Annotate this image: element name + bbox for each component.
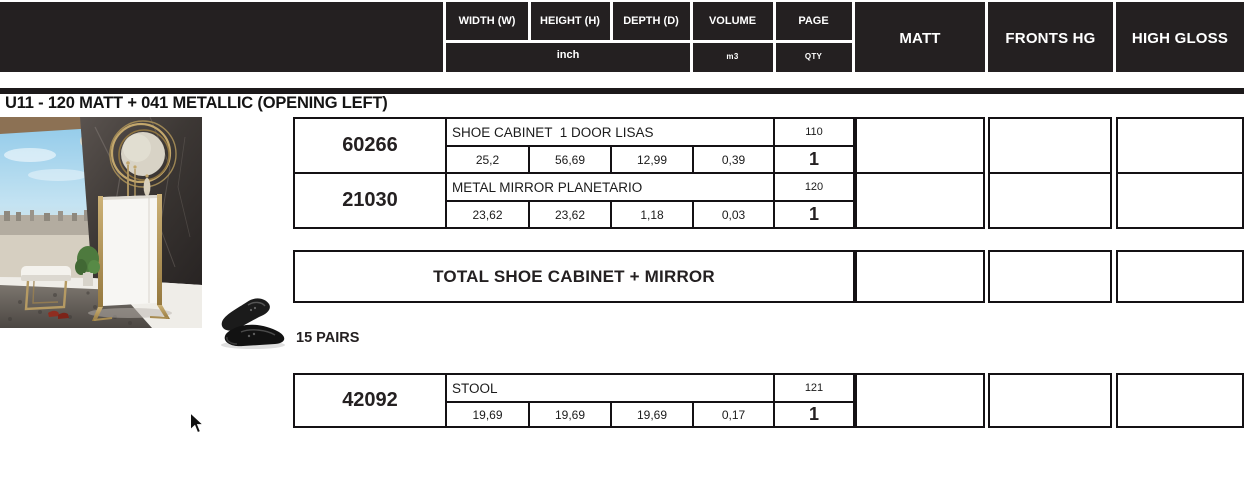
product-depth: 19,69 (612, 403, 692, 426)
fronts-hg-entry-cell[interactable] (988, 117, 1112, 174)
product-volume: 0,39 (694, 147, 773, 172)
high-gloss-entry-cell[interactable] (1116, 373, 1244, 428)
product-qty: 1 (775, 147, 853, 172)
product-width: 25,2 (447, 147, 528, 172)
product-row-42092 (293, 373, 855, 428)
product-page: 121 (775, 375, 853, 401)
col-header-volume: VOLUME (708, 15, 757, 27)
product-height: 19,69 (530, 403, 610, 426)
fronts-hg-total-cell[interactable] (988, 250, 1112, 303)
capacity-note: 15 PAIRS (296, 330, 360, 346)
product-name: SHOE CABINET 1 DOOR LISAS (447, 119, 773, 145)
product-row-60266 (293, 117, 855, 174)
product-height: 23,62 (530, 202, 610, 227)
high-gloss-entry-cell[interactable] (1116, 117, 1244, 174)
product-page: 120 (775, 174, 853, 200)
product-name: METAL MIRROR PLANETARIO (447, 174, 773, 200)
product-row-21030 (293, 172, 855, 229)
dress-shoes-icon (213, 296, 293, 350)
matt-entry-cell[interactable] (855, 373, 985, 428)
product-code: 60266 (295, 119, 445, 172)
matt-entry-cell[interactable] (855, 117, 985, 174)
product-code: 42092 (295, 375, 445, 426)
product-depth: 12,99 (612, 147, 692, 172)
col-header-page: PAGE (798, 15, 829, 27)
header-separator (773, 2, 776, 72)
col-header-width: WIDTH (W) (458, 15, 516, 27)
total-row (293, 250, 855, 303)
col-header-depth: DEPTH (D) (623, 15, 679, 27)
col-header-matt: MATT (899, 30, 941, 47)
matt-total-cell[interactable] (855, 250, 985, 303)
product-volume: 0,03 (694, 202, 773, 227)
total-label: TOTAL SHOE CABINET + MIRROR (433, 266, 715, 286)
product-code: 21030 (295, 174, 445, 227)
high-gloss-total-cell[interactable] (1116, 250, 1244, 303)
high-gloss-entry-cell[interactable] (1116, 172, 1244, 229)
product-photo (0, 117, 202, 328)
unit-label-inch: inch (556, 49, 580, 61)
product-depth: 1,18 (612, 202, 692, 227)
product-name: STOOL (447, 375, 773, 401)
unit-label-qty: QTY (804, 52, 823, 61)
header-separator (443, 40, 855, 43)
section-title: U11 - 120 MATT + 041 METALLIC (OPENING LEFT) (5, 94, 388, 112)
fronts-hg-entry-cell[interactable] (988, 172, 1112, 229)
col-header-high-gloss: HIGH GLOSS (1131, 30, 1229, 47)
header-separator (690, 2, 693, 72)
product-volume: 0,17 (694, 403, 773, 426)
table-header-bar (0, 2, 1244, 72)
product-qty: 1 (775, 202, 853, 227)
col-header-fronts-hg: FRONTS HG (1005, 30, 1096, 47)
unit-label-m3: m3 (726, 52, 739, 61)
fronts-hg-entry-cell[interactable] (988, 373, 1112, 428)
product-width: 23,62 (447, 202, 528, 227)
matt-entry-cell[interactable] (855, 172, 985, 229)
product-page: 110 (775, 119, 853, 145)
col-header-height: HEIGHT (H) (540, 15, 600, 27)
mouse-cursor-icon (189, 412, 205, 435)
product-height: 56,69 (530, 147, 610, 172)
product-qty: 1 (775, 403, 853, 426)
header-separator (443, 2, 446, 72)
product-width: 19,69 (447, 403, 528, 426)
